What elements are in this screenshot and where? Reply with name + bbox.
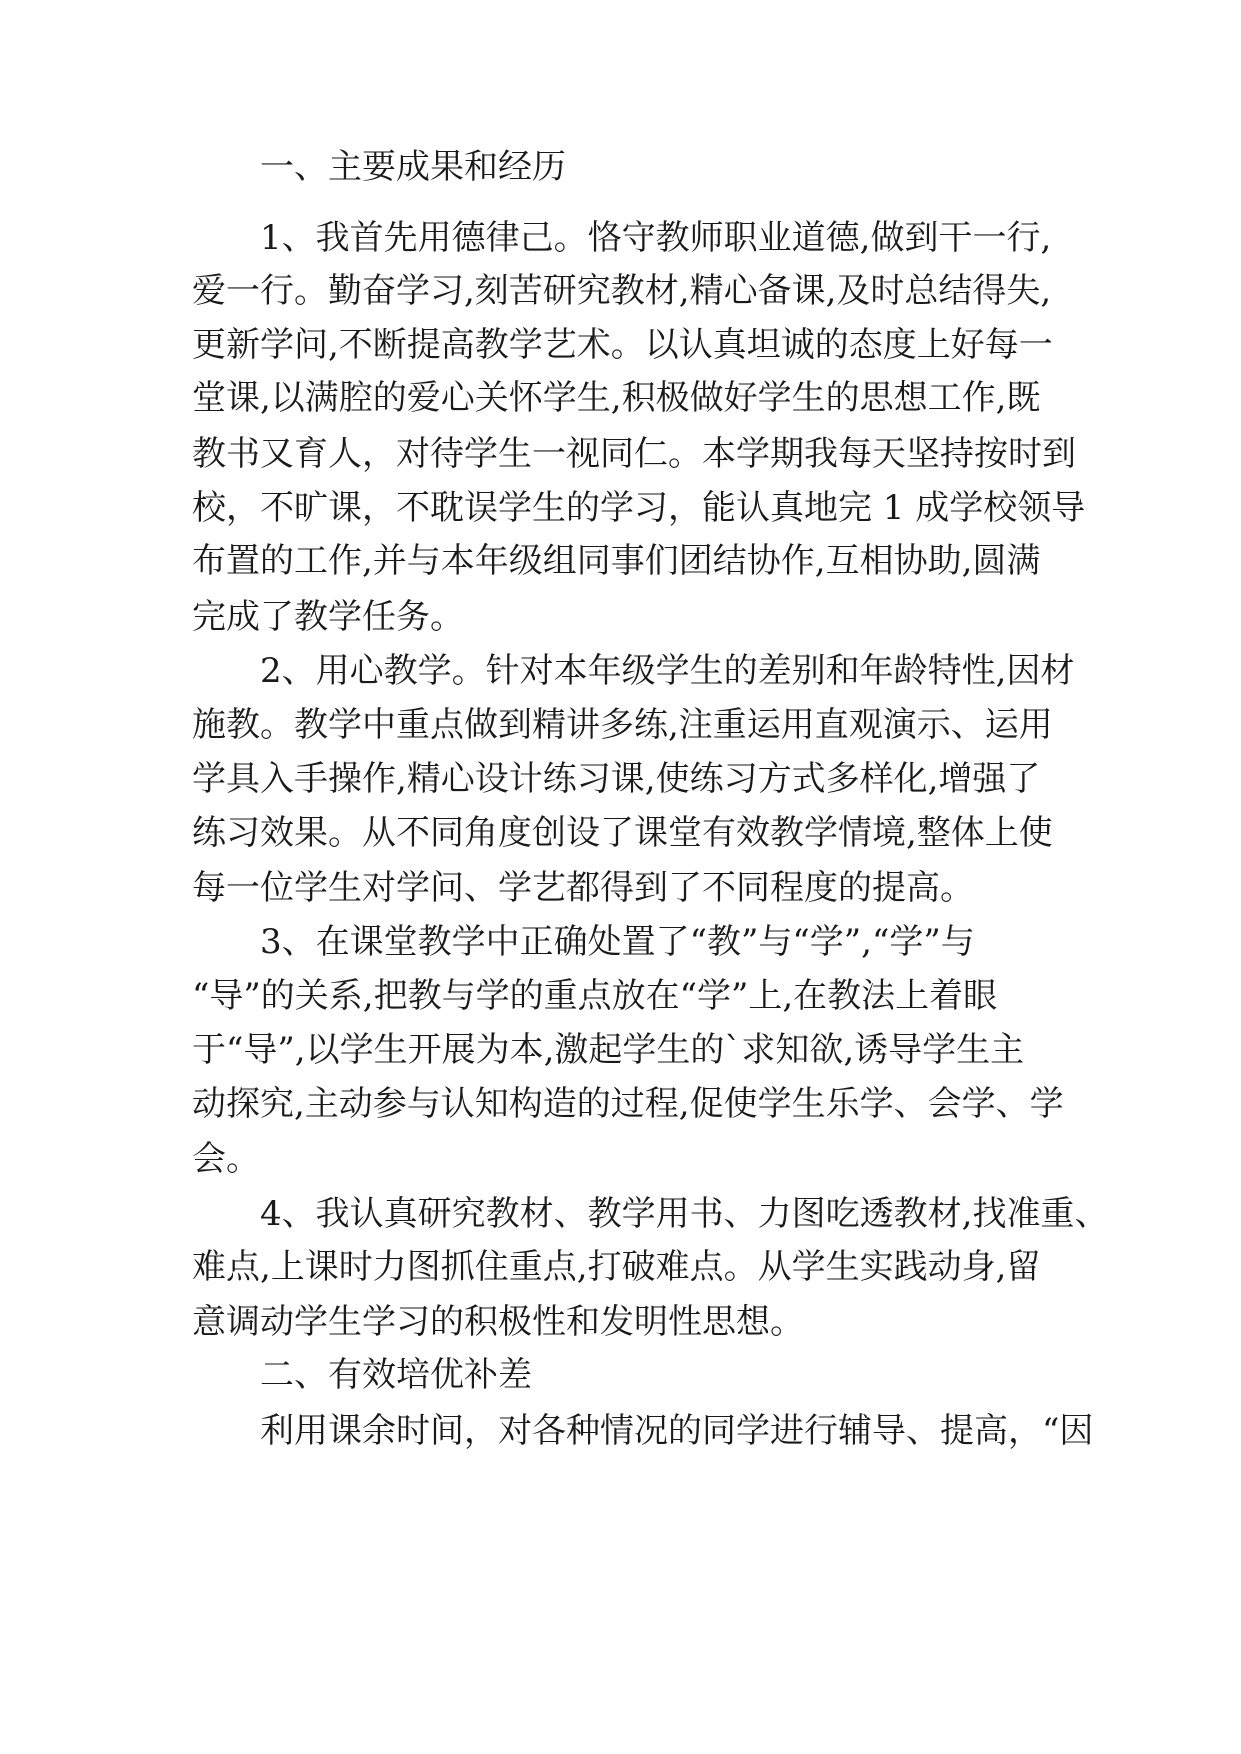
paragraph-line: 练习效果。从不同角度创设了课堂有效教学情境,整体上使	[192, 813, 1053, 853]
section-heading-1: 一、主要成果和经历	[260, 147, 566, 187]
paragraph-line: 2、用心教学。针对本年级学生的差别和年龄特性,因材	[260, 651, 1075, 691]
paragraph-line: 布置的工作,并与本年级组同事们团结协作,互相协助,圆满	[192, 541, 1041, 581]
paragraph-line: “导”的关系,把教与学的重点放在“学”上,在教法上着眼	[192, 976, 998, 1016]
paragraph-line: 施教。教学中重点做到精讲多练,注重运用直观演示、运用	[192, 705, 1053, 745]
paragraph-line: 教书又育人，对待学生一视同仁。本学期我每天坚持按时到	[192, 434, 1076, 474]
paragraph-line: 完成了教学任务。	[192, 597, 464, 637]
paragraph-line: 1、我首先用德律己。恪守教师职业道德,做到干一行,	[260, 218, 1052, 258]
paragraph-line: 学具入手操作,精心设计练习课,使练习方式多样化,增强了	[192, 759, 1041, 799]
paragraph-line: 爱一行。勤奋学习,刻苦研究教材,精心备课,及时总结得失,	[192, 271, 1052, 311]
paragraph-line: 堂课,以满腔的爱心关怀学生,积极做好学生的思想工作,既	[192, 378, 1041, 418]
section-heading-2: 二、有效培优补差	[260, 1355, 532, 1395]
paragraph-line: 3、在课堂教学中正确处置了“教”与“学”,“学”与	[260, 922, 975, 962]
paragraph-line: 意调动学生学习的积极性和发明性思想。	[192, 1302, 804, 1342]
paragraph-line: 利用课余时间，对各种情况的同学进行辅导、提高，“因	[260, 1411, 1094, 1451]
paragraph-line: 动探究,主动参与认知构造的过程,促使学生乐学、会学、学	[192, 1084, 1064, 1124]
paragraph-line: 校，不旷课，不耽误学生的学习，能认真地完 1 成学校领导	[192, 488, 1086, 528]
paragraph-line: 每一位学生对学问、学艺都得到了不同程度的提高。	[192, 868, 974, 908]
paragraph-line: 更新学问,不断提高教学艺术。以认真坦诚的态度上好每一	[192, 325, 1053, 365]
paragraph-line: 会。	[192, 1139, 260, 1179]
paragraph-line: 4、我认真研究教材、教学用书、力图吃透教材,找准重、	[260, 1194, 1109, 1234]
paragraph-line: 难点,上课时力图抓住重点,打破难点。从学生实践动身,留	[192, 1247, 1041, 1287]
paragraph-line: 于“导”,以学生开展为本,激起学生的`求知欲,诱导学生主	[192, 1030, 1025, 1070]
